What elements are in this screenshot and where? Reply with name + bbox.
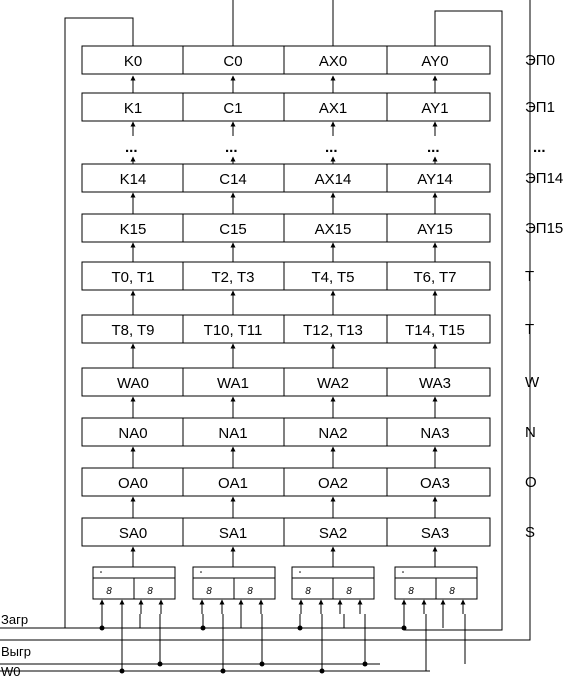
register-cell: OA0: [117, 475, 149, 492]
wire-junction: [120, 669, 125, 674]
wire-junction: [100, 626, 105, 631]
register-cell: T12, T13: [303, 322, 363, 339]
register-cell: K14: [119, 171, 147, 188]
register-width-label: 8: [106, 586, 112, 597]
register-cell: AY1: [421, 100, 449, 117]
register-width-label: 8: [408, 586, 414, 597]
register-cell: WA3: [419, 375, 451, 392]
register-cell: T4, T5: [311, 269, 355, 286]
register-cell: SA2: [318, 525, 348, 542]
ellipsis-label: ...: [533, 139, 546, 156]
register-cell: NA3: [420, 425, 450, 442]
register-cell: NA1: [218, 425, 248, 442]
row-label: O: [525, 474, 537, 491]
wire-junction: [158, 662, 163, 667]
register-cell: C1: [223, 100, 243, 117]
signal-label: W0: [1, 664, 21, 679]
row-label: T: [525, 321, 535, 338]
register-cell: AY0: [421, 53, 449, 70]
row-label: S: [525, 524, 536, 541]
wire-junction: [201, 626, 206, 631]
register-cell: NA0: [118, 425, 148, 442]
register-cell: AX0: [318, 53, 348, 70]
row-label: ЭП0: [525, 52, 555, 69]
register-width-label: 8: [449, 586, 455, 597]
register-cell: C0: [223, 53, 243, 70]
register-dot: [100, 571, 102, 573]
register-cell: K1: [123, 100, 143, 117]
wire-junction: [402, 626, 407, 631]
register-cell: SA0: [118, 525, 148, 542]
register-cell: WA0: [117, 375, 149, 392]
register-cell: C14: [219, 171, 247, 188]
row-label: ЭП15: [525, 220, 564, 237]
register-cell: T14, T15: [405, 322, 465, 339]
register-dot: [402, 571, 404, 573]
register-cell: OA3: [419, 475, 451, 492]
side-labels: [525, 52, 563, 541]
register-width-label: 8: [346, 586, 352, 597]
row-label: T: [525, 268, 535, 285]
register-cell: WA2: [317, 375, 349, 392]
wire-junction: [298, 626, 303, 631]
register-cell: NA2: [318, 425, 348, 442]
register-width-label: 8: [206, 586, 212, 597]
wire-junction: [221, 669, 226, 674]
register-cell: WA1: [217, 375, 249, 392]
register-cell: T6, T7: [413, 269, 457, 286]
register-cell: T2, T3: [211, 269, 255, 286]
register-cell: SA1: [218, 525, 248, 542]
control-wires: [0, 614, 465, 671]
row-label: ЭП1: [525, 99, 555, 116]
register-width-label: 8: [147, 586, 153, 597]
wire-junction: [320, 669, 325, 674]
signal-labels: [1, 612, 31, 679]
register-width-label: 8: [305, 586, 311, 597]
register-grid: [82, 46, 490, 546]
register-width-label: 8: [247, 586, 253, 597]
register-cell: AY15: [417, 221, 453, 238]
register-cell: K0: [123, 53, 143, 70]
register-cell: C15: [219, 221, 247, 238]
register-cell: K15: [119, 221, 147, 238]
ellipsis-cell: ...: [427, 139, 440, 156]
signal-label: Выгр: [1, 644, 31, 659]
row-label: W: [525, 374, 540, 391]
register-cell: AY14: [417, 171, 453, 188]
row-label: N: [525, 424, 536, 441]
register-dot: [200, 571, 202, 573]
ellipsis-cell: ...: [125, 139, 138, 156]
register-cell: AX15: [314, 221, 352, 238]
register-dot: [299, 571, 301, 573]
register-cell: OA2: [317, 475, 349, 492]
row-label: ЭП14: [525, 170, 564, 187]
register-cell: T8, T9: [111, 322, 155, 339]
wire-junctions: [100, 626, 407, 674]
wire-junction: [260, 662, 265, 667]
register-cell: OA1: [217, 475, 249, 492]
signal-label: Загр: [1, 612, 29, 627]
input-registers: [93, 567, 477, 614]
register-cell: SA3: [420, 525, 450, 542]
wire-junction: [363, 662, 368, 667]
register-cell: AX1: [318, 100, 348, 117]
register-cell: T10, T11: [203, 322, 263, 339]
register-cell: AX14: [314, 171, 352, 188]
ellipsis-cell: ...: [225, 139, 238, 156]
ellipsis-cell: ...: [325, 139, 338, 156]
register-cell: T0, T1: [111, 269, 155, 286]
